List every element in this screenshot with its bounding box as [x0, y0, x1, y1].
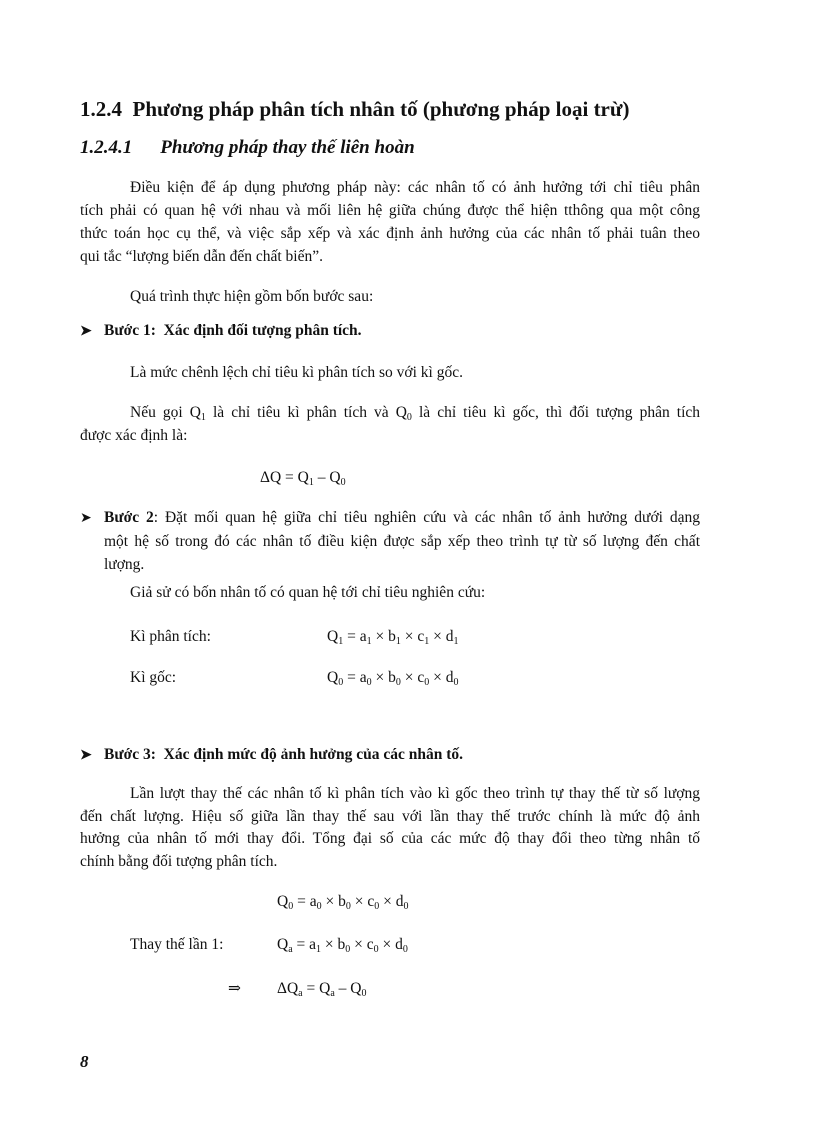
- arrow-bullet-icon: ➤: [80, 511, 92, 526]
- section-heading: [80, 97, 629, 122]
- q0-formula: $Q_0 = a_0 \times b_0 \times c_0 \times d_0$: [277, 893, 409, 912]
- step1-heading: [80, 322, 362, 340]
- step1-formula: $\Delta Q = Q_1 - Q_0$: [260, 469, 346, 488]
- step2-block: [80, 506, 700, 576]
- section-number: 1.2.4: [80, 97, 122, 121]
- step3-line: đến chất lượng. Hiệu số giữa lần thay thế sau với lần thay thế trước chính là mức độ ảnh: [80, 807, 700, 825]
- replace1-label: Thay thế lần 1:: [130, 936, 224, 953]
- step1-title: Xác định đối tượng phân tích.: [163, 322, 362, 339]
- analysis-label: Kì phân tích:: [130, 628, 211, 645]
- base-formula: $Q_0 = a_0 \times b_0 \times c_0 \times d_0$: [327, 669, 459, 688]
- step3-line: chính bằng đối tượng phân tích.: [80, 852, 278, 870]
- step1-def-line1: Nếu gọi $Q_1$ là chỉ tiêu kì phân tích và $Q_0$ là chỉ tiêu kì gốc, thì đối tượng phân tích: [130, 404, 701, 423]
- step3-paragraph: [80, 783, 700, 873]
- step3-heading: [80, 746, 463, 764]
- step2-assume: Giả sử có bốn nhân tố có quan hệ tới chỉ tiêu nghiên cứu:: [130, 584, 486, 601]
- step1-text: Là mức chênh lệch chỉ tiêu kì phân tích so với kì gốc.: [130, 364, 463, 381]
- section-title: Phương pháp phân tích nhân tố (phương pháp loại trừ): [132, 97, 630, 121]
- step2-label: Bước 2: [104, 509, 154, 526]
- base-label: Kì gốc:: [130, 669, 177, 686]
- step2-line3: lượng.: [104, 556, 145, 573]
- step3-title: Xác định mức độ ảnh hưởng của các nhân tố.: [163, 746, 463, 763]
- process-text: Quá trình thực hiện gồm bốn bước sau:: [130, 288, 374, 305]
- page-number: 8: [80, 1052, 89, 1071]
- step1-label: Bước 1:: [104, 322, 156, 339]
- intro-line: Điều kiện để áp dụng phương pháp này: các nhân tố có ảnh hưởng tới chỉ tiêu phân: [130, 179, 700, 196]
- delta-formula: $\Delta Q_a = Q_a - Q_0$: [277, 980, 367, 999]
- step2-line1: ➤ Bước 2: Đặt mối quan hệ giữa chỉ tiêu nghiên cứu và các nhân tố ảnh hưởng dưới dạng: [80, 506, 700, 530]
- intro-line: tích phải có quan hệ với nhau và mối liên hệ giữa chúng được thể hiện tthông qua một công: [80, 202, 700, 219]
- analysis-formula: $Q_1 = a_1 \times b_1 \times c_1 \times d_1$: [327, 628, 459, 647]
- intro-line: thức toán học cụ thể, và việc sắp xếp và xác định ảnh hưởng của các nhân tố phải tuân theo: [80, 225, 700, 242]
- step1-def-line2: được xác định là:: [80, 427, 188, 444]
- intro-paragraph: [80, 176, 700, 268]
- step2-line2: một hệ số trong đó các nhân tố điều kiện được sắp xếp theo trình tự từ số lượng đến chất: [104, 533, 700, 550]
- intro-line: qui tắc “lượng biến dẫn đến chất biến”.: [80, 248, 323, 265]
- step1-definition: [80, 401, 700, 447]
- implies-symbol: ⇒: [228, 980, 241, 997]
- subsection-number: 1.2.4.1: [80, 137, 133, 158]
- subsection-title: Phương pháp thay thế liên hoàn: [160, 137, 415, 158]
- step3-line: hưởng của nhân tố mới thay đổi. Tổng đại số của các mức độ thay đổi theo từng nhân tố: [80, 830, 700, 847]
- arrow-bullet-icon: ➤: [80, 748, 92, 763]
- qa-formula: $Q_a = a_1 \times b_0 \times c_0 \times d_0$: [277, 936, 408, 955]
- step3-line: Lần lượt thay thế các nhân tố kì phân tích vào kì gốc theo trình tự thay thế từ số lượng: [130, 785, 700, 802]
- arrow-bullet-icon: ➤: [80, 324, 92, 339]
- step3-label: Bước 3:: [104, 746, 156, 763]
- subsection-heading: [80, 137, 415, 159]
